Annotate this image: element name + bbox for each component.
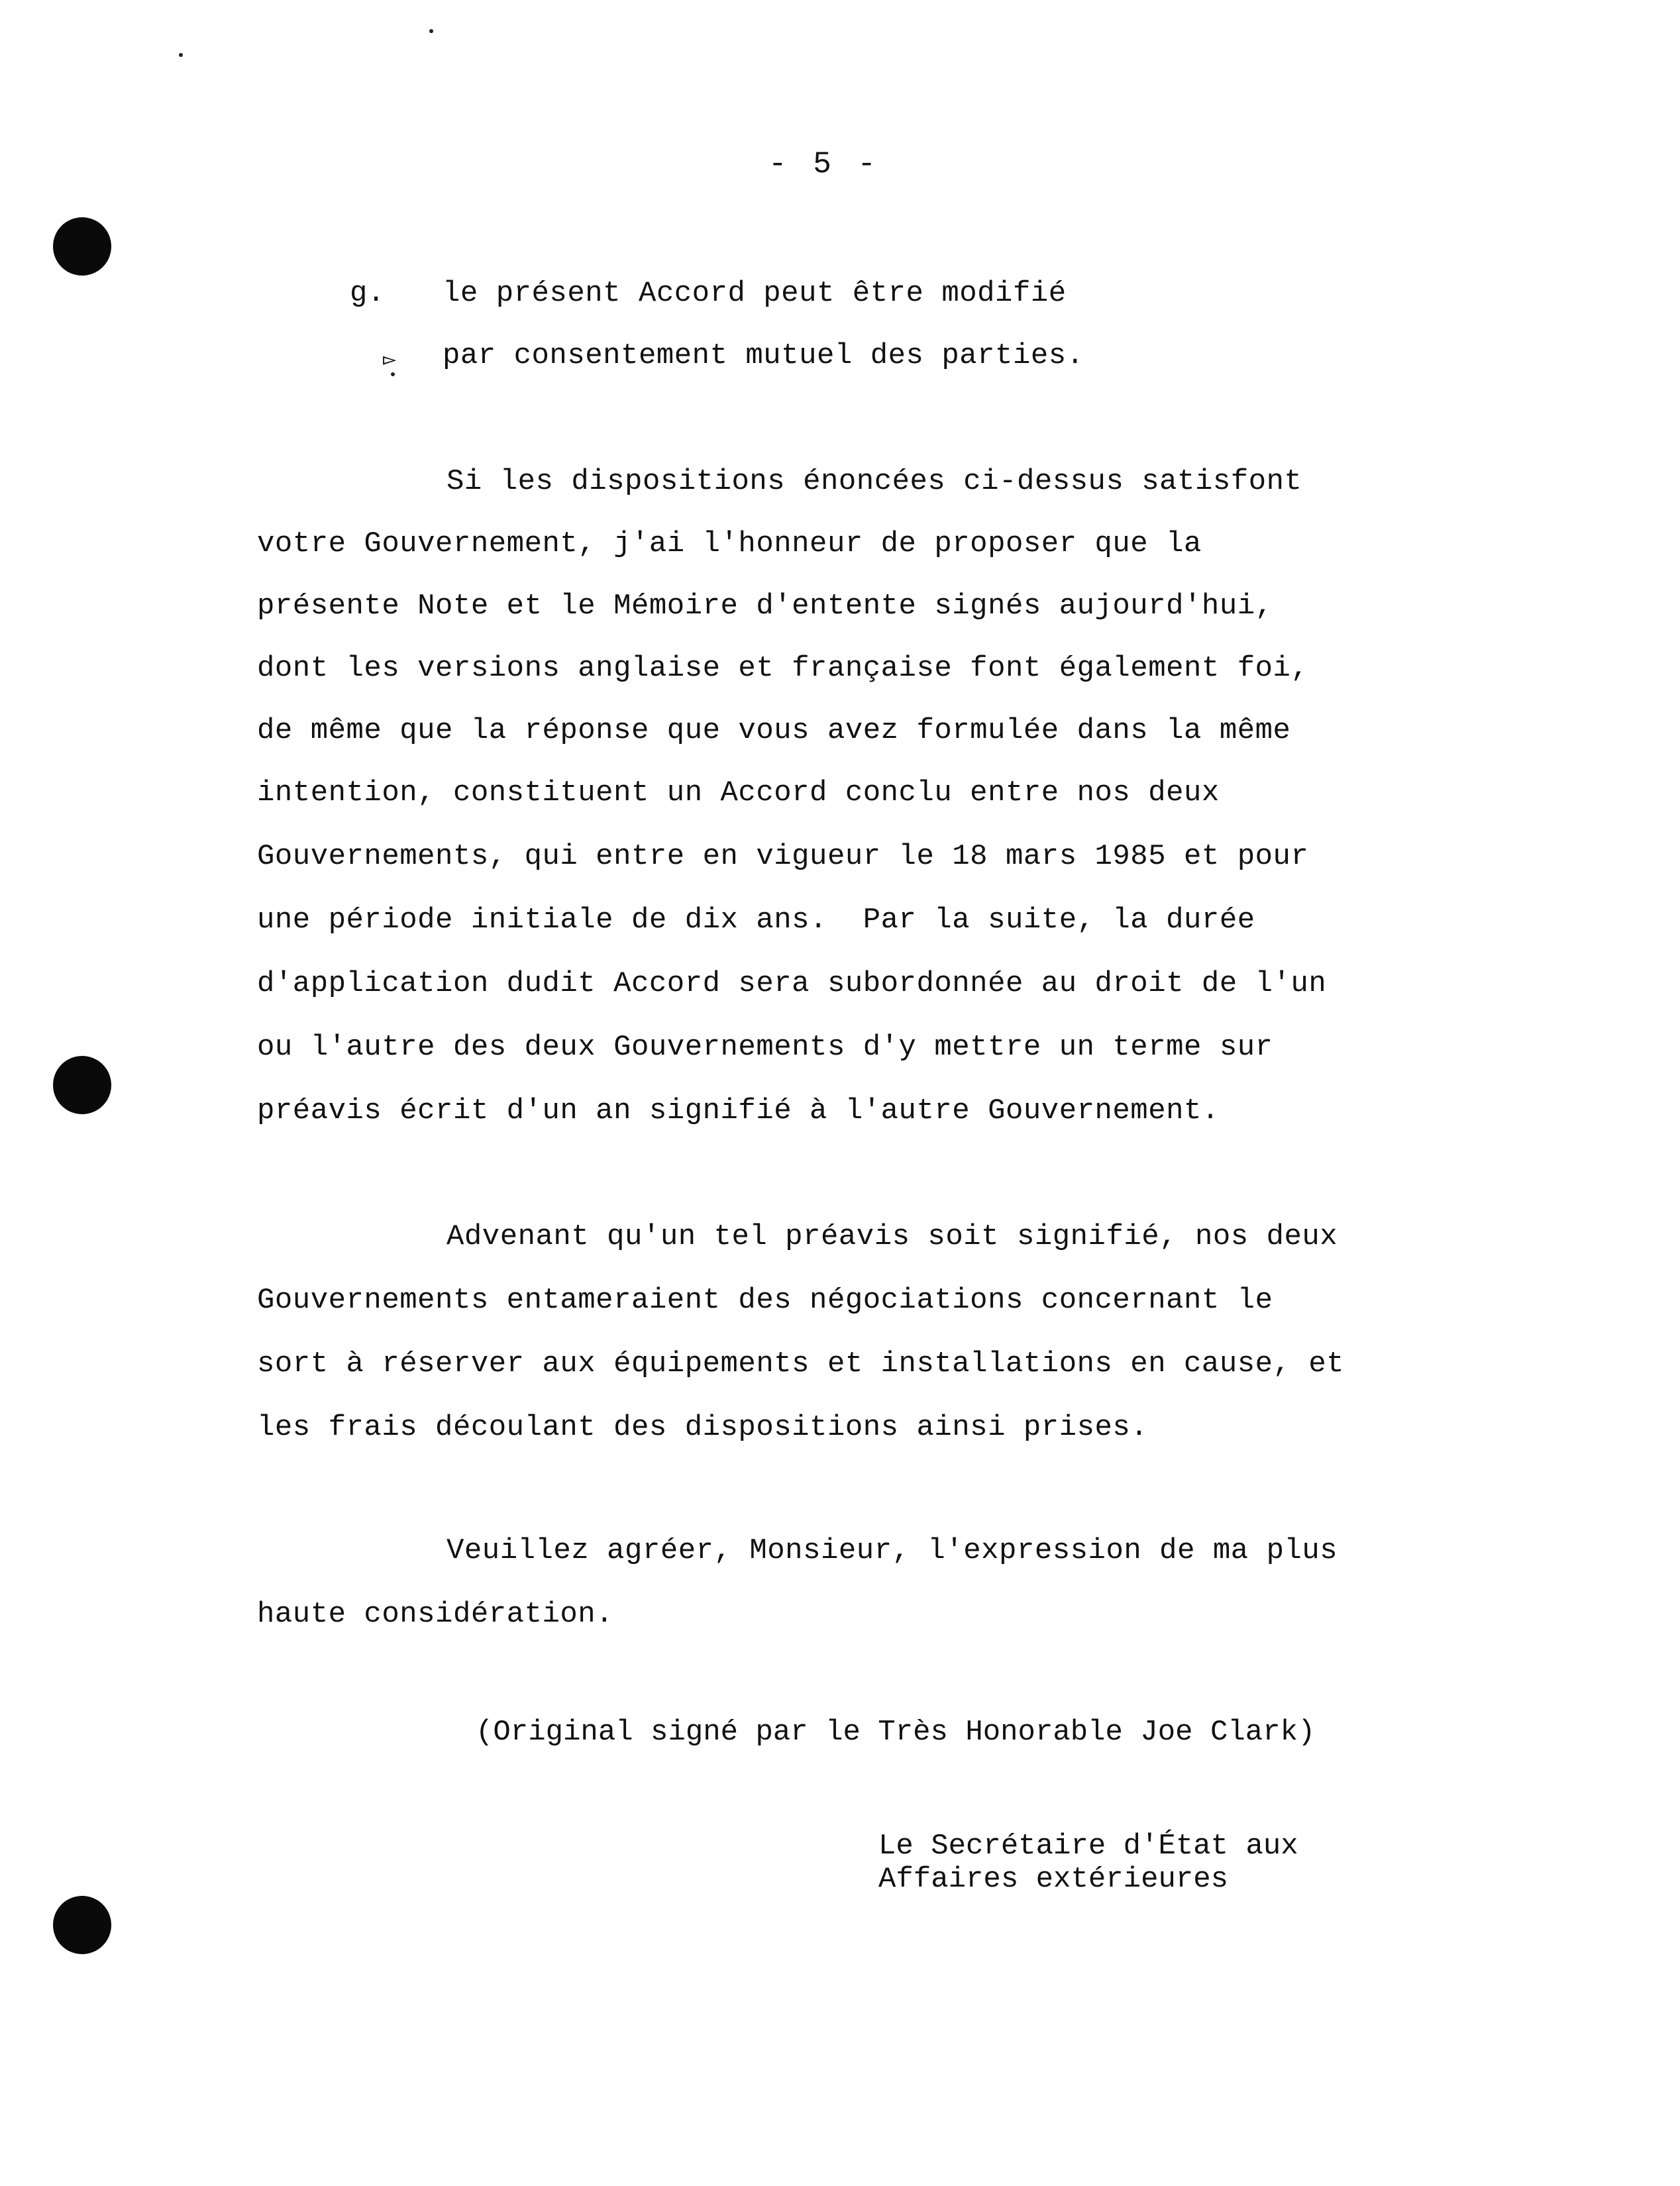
paragraph-1-line: ou l'autre des deux Gouvernements d'y mettre un terme sur [257,1031,1273,1064]
paragraph-2-line: sort à réserver aux équipements et installations en cause, et [257,1347,1345,1380]
signatory-title-line: Affaires extérieures [878,1863,1229,1896]
margin-arrow-mark: ▻ [383,348,397,374]
closing-line: haute considération. [257,1598,614,1631]
list-item-letter: g. [350,277,385,310]
paragraph-2-line: les frais découlant des dispositions ainsi prises. [257,1411,1149,1444]
paragraph-1-line: une période initiale de dix ans. Par la suite, la durée [257,904,1255,937]
paragraph-1-line: présente Note et le Mémoire d'entente signés aujourd'hui, [257,590,1273,623]
paragraph-1-line: dont les versions anglaise et française font également foi, [257,652,1309,685]
signatory-title [878,1830,1298,1896]
item-g-line-1: le présent Accord peut être modifié [443,277,1067,310]
paragraph-1-line: Gouvernements, qui entre en vigueur le 18 mars 1985 et pour [257,840,1309,873]
punch-hole-bottom [53,1896,111,1954]
paragraph-1-line: d'application dudit Accord sera subordonnée au droit de l'un [257,967,1327,1000]
signature-note: (Original signé par le Très Honorable Joe Clark) [476,1716,1316,1749]
page-number: - 5 - [768,147,880,182]
item-g-line-2: par consentement mutuel des parties. [443,339,1084,372]
scan-speck [179,53,183,57]
paragraph-1-line: votre Gouvernement, j'ai l'honneur de proposer que la [257,527,1202,560]
paragraph-1-line: Si les dispositions énoncées ci-dessus satisfont [446,465,1302,498]
punch-hole-middle [53,1056,111,1114]
signatory-title-line: Le Secrétaire d'État aux [878,1830,1298,1863]
closing-line: Veuillez agréer, Monsieur, l'expression de ma plus [446,1534,1338,1567]
paragraph-2-line: Gouvernements entameraient des négociations concernant le [257,1284,1273,1317]
punch-hole-top [53,217,111,276]
paragraph-2-line: Advenant qu'un tel préavis soit signifié, nos deux [446,1220,1338,1253]
scan-speck [429,29,433,33]
paragraph-1-line: de même que la réponse que vous avez formulée dans la même [257,714,1291,747]
paragraph-1-line: intention, constituent un Accord conclu entre nos deux [257,776,1220,809]
paragraph-1-line: préavis écrit d'un an signifié à l'autre Gouvernement. [257,1094,1220,1127]
